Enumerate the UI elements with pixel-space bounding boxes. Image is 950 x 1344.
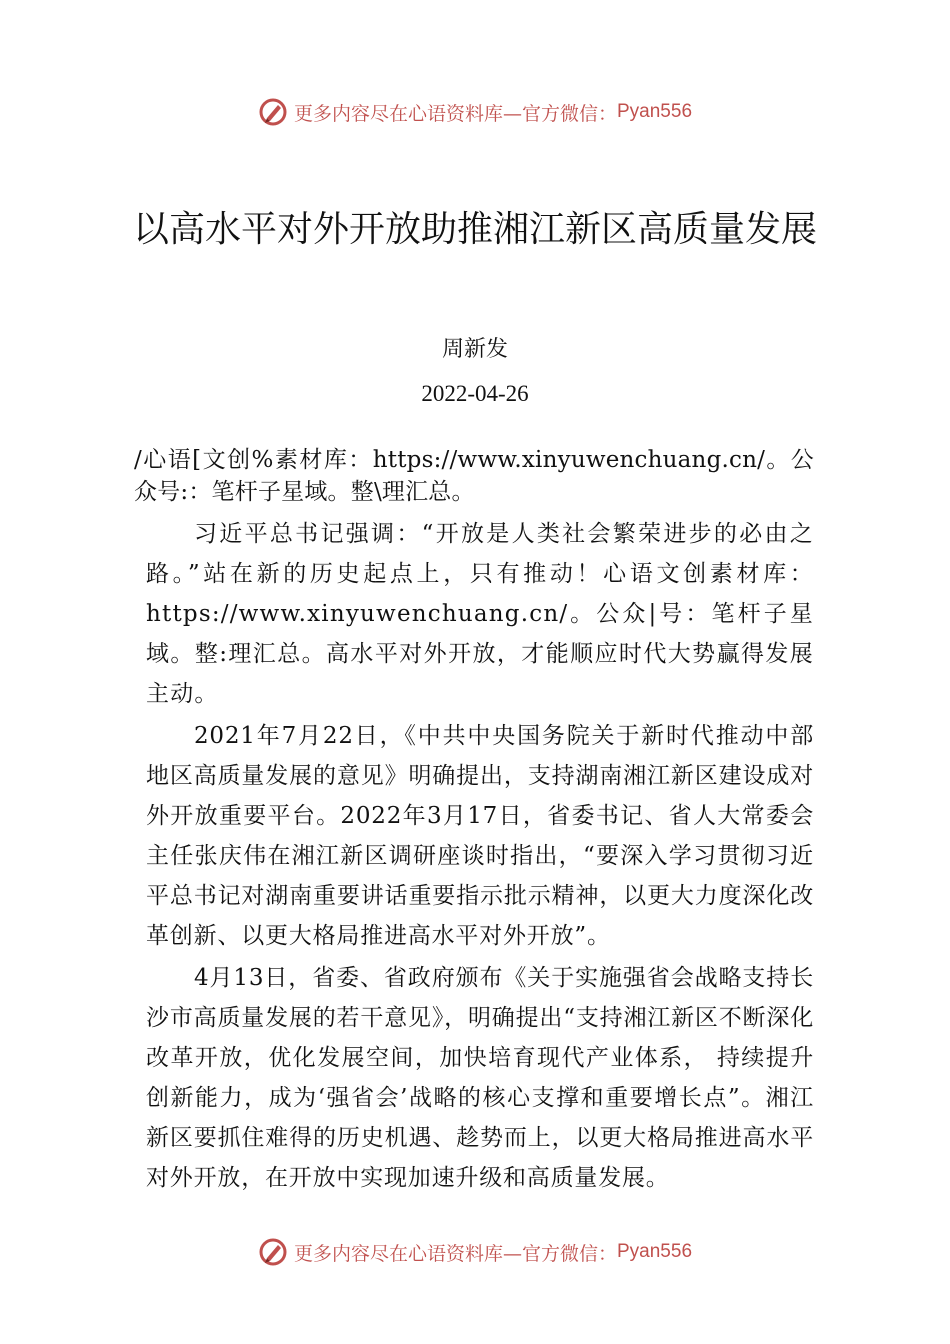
article-body bbox=[134, 444, 814, 1198]
paragraph: /心语[文创%素材库：https://www.xinyuwenchuang.cn/。公众号:：笔杆子星域。整\理汇总。 bbox=[134, 447, 814, 505]
paragraph: 习近平总书记强调：“开放是人类社会繁荣进步的必由之路。”站在新的历史起点上，只有推动！心语文创素材库：https://www.xinyuwenchuang.cn/。公众|号：笔杆子星域。整:理汇总。高水平对外开放，才能顺应时代大势赢得发展主动。 bbox=[146, 521, 814, 707]
paragraph: 4月13日，省委、省政府颁布《关于实施强省会战略支持长沙市高质量发展的若干意见》，明确提出“支持湘江新区不断深化改革开放，优化发展空间，加快培育现代产业体系， 持续提升创新能力，成为‘强省会’战略的核心支撑和重要增长点”。湘江新区要抓住难得的历史机遇、趁势而上，以更大格局推进高水平对外开放，在开放中实现加速升级和高质量发展。 bbox=[146, 965, 814, 1191]
page-title: 以高水平对外开放助推湘江新区高质量发展 bbox=[132, 209, 817, 250]
wechat-id: Pyan556 bbox=[617, 101, 693, 122]
paragraph: 2021年7月22日，《中共中央国务院关于新时代推动中部地区高质量发展的意见》明确提出，支持湖南湘江新区建设成对外开放重要平台。2022年3月17日，省委书记、省人大常委会主任张庆伟在湘江新区调研座谈时指出，“要深入学习贯彻习近平总书记对湖南重要讲话重要指示批示精神，以更大力度深化改革创新、以更大格局推进高水平对外开放”。 bbox=[146, 723, 814, 949]
pen-logo-icon bbox=[258, 1237, 288, 1267]
pen-logo-icon bbox=[258, 97, 288, 127]
wechat-id: Pyan556 bbox=[617, 1241, 693, 1262]
banner-text: 更多内容尽在心语资料库—官方微信： bbox=[293, 102, 617, 125]
header-banner bbox=[0, 92, 950, 132]
footer-banner bbox=[0, 1232, 950, 1272]
author: 周新发 bbox=[441, 337, 508, 362]
banner-text: 更多内容尽在心语资料库—官方微信： bbox=[293, 1242, 617, 1265]
publish-date: 2022-04-26 bbox=[421, 381, 529, 406]
